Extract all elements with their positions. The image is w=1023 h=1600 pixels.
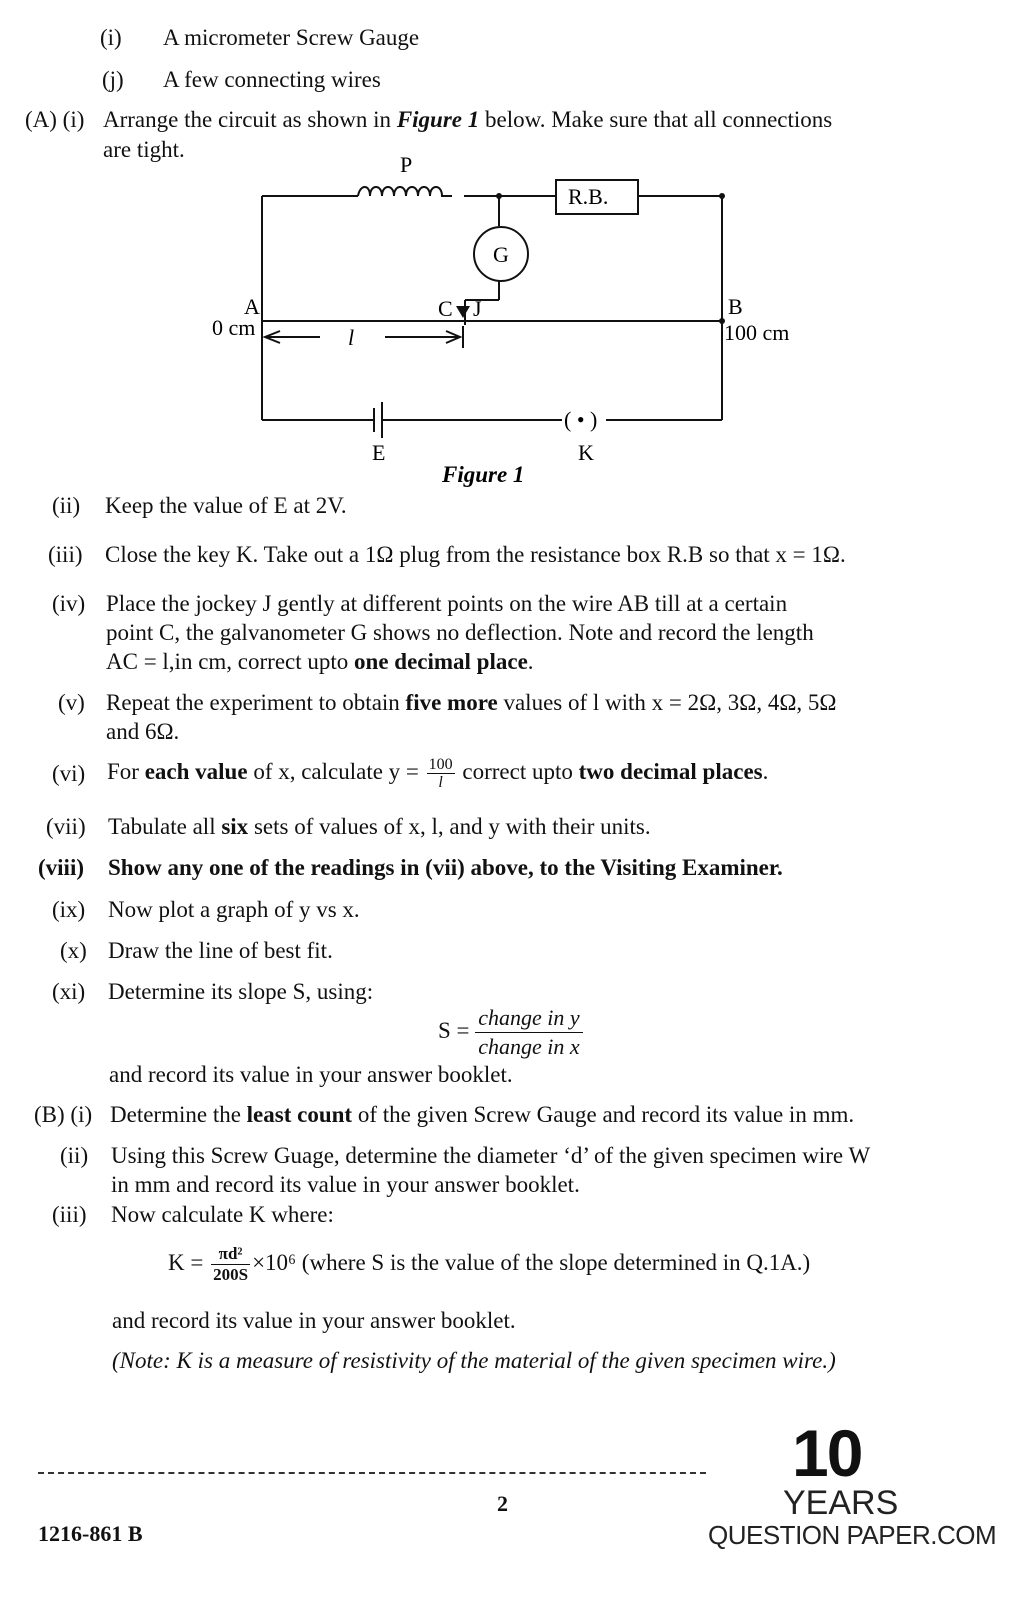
label-k: K [578, 440, 594, 465]
step-v-line1: Repeat the experiment to obtain five more values of l with x = 2Ω, 3Ω, 4Ω, 5Ω [106, 690, 837, 715]
fraction-100-over-l: $\frac{100}{l}$ [428, 756, 453, 791]
step-label: (viii) [38, 855, 84, 880]
part-b-label: (B) (i) [34, 1102, 93, 1127]
step-iv-line1: Place the jockey J gently at different points on the wire AB till at a certain [106, 591, 788, 616]
step-iii-text: Close the key K. Take out a 1Ω plug from the resistance box R.B so that x = 1Ω. [105, 542, 846, 567]
step-viii-text: Show any one of the readings in (vii) above, to the Visiting Examiner. [108, 855, 783, 880]
step-vi-text: For each value of x, calculate y = $\frac{100}{l}$ correct upto two decimal places. [107, 756, 769, 791]
apparatus-label: (i) [100, 25, 122, 50]
label-100cm: 100 cm [724, 320, 790, 345]
label-j: J [473, 296, 482, 321]
step-label: (vi) [52, 761, 86, 786]
step-label: (x) [60, 938, 87, 963]
step-label: (xi) [52, 979, 86, 1004]
coil-p [358, 187, 452, 196]
label-l: l [348, 325, 355, 350]
step-xi-after: and record its value in your answer booklet. [109, 1062, 513, 1087]
page-number: 2 [497, 1491, 508, 1516]
label-g: G [493, 242, 509, 267]
note: (Note: K is a measure of resistivity of the material of the given specimen wire.) [112, 1348, 836, 1373]
step-label: (v) [58, 690, 85, 715]
logo-years: YEARS [783, 1484, 899, 1522]
apparatus-item: A few connecting wires [163, 67, 381, 92]
logo-site: QUESTION PAPER.COM [708, 1520, 997, 1550]
part-b-ii-line2: in mm and record its value in your answer booklet. [111, 1172, 580, 1197]
apparatus-item: A micrometer Screw Gauge [163, 25, 420, 50]
step-label: (ii) [52, 493, 81, 518]
label-c: C [438, 296, 453, 321]
circuit-diagram [0, 0, 1023, 500]
step-label: (vii) [46, 814, 86, 839]
label-a: A [244, 294, 260, 319]
step-ix-text: Now plot a graph of y vs x. [108, 897, 360, 922]
part-b-iii-after: and record its value in your answer booklet. [112, 1308, 516, 1333]
step-vii-text: Tabulate all six sets of values of x, l, and y with their units. [108, 814, 651, 839]
key-symbol: ( • ) [564, 407, 598, 432]
step-label: (iii) [52, 1202, 87, 1227]
slope-fraction: change in y change in x [475, 1004, 582, 1061]
step-x-text: Draw the line of best fit. [108, 938, 333, 963]
step-label: (ix) [52, 897, 86, 922]
label-p: P [400, 152, 413, 177]
figure-caption: Figure 1 [442, 462, 525, 487]
step-label: (iv) [52, 591, 86, 616]
part-b-i-text: Determine the least count of the given Screw Gauge and record its value in mm. [110, 1102, 855, 1127]
step-xi-text: Determine its slope S, using: [108, 979, 374, 1004]
step-v-line2: and 6Ω. [106, 719, 180, 744]
part-b-ii-line1: Using this Screw Guage, determine the diameter ‘d’ of the given specimen wire W [111, 1143, 871, 1168]
label-b: B [728, 294, 743, 319]
logo-number: 10 [792, 1416, 862, 1490]
part-b-iii-text: Now calculate K where: [111, 1202, 334, 1227]
part-a-label: (A) (i) [25, 107, 85, 132]
step-ii-text: Keep the value of E at 2V. [105, 493, 347, 518]
label-0cm: 0 cm [212, 315, 256, 340]
k-formula: K = $\frac{\text{πd²}}{200S}$ ×10⁶ (where S is the value of the slope determined in Q.1A.) [168, 1244, 811, 1284]
apparatus-label: (j) [102, 67, 124, 92]
footer-divider [38, 1472, 706, 1474]
step-label: (iii) [48, 542, 83, 567]
label-e: E [372, 440, 386, 465]
k-fraction: $\frac{\text{πd²}}{200S}$ [213, 1244, 249, 1284]
part-a-line1: Arrange the circuit as shown in Figure 1 below. Make sure that all connections [103, 107, 833, 132]
label-rb: R.B. [568, 184, 609, 209]
step-iv-line2: point C, the galvanometer G shows no deflection. Note and record the length [106, 620, 814, 645]
part-a-line2: are tight. [103, 137, 185, 162]
slope-formula: S = change in y change in x [438, 1004, 583, 1061]
paper-code: 1216-861 B [38, 1521, 143, 1546]
step-iv-line3: AC = l,in cm, correct upto one decimal place. [106, 649, 534, 674]
step-label: (ii) [60, 1143, 89, 1168]
